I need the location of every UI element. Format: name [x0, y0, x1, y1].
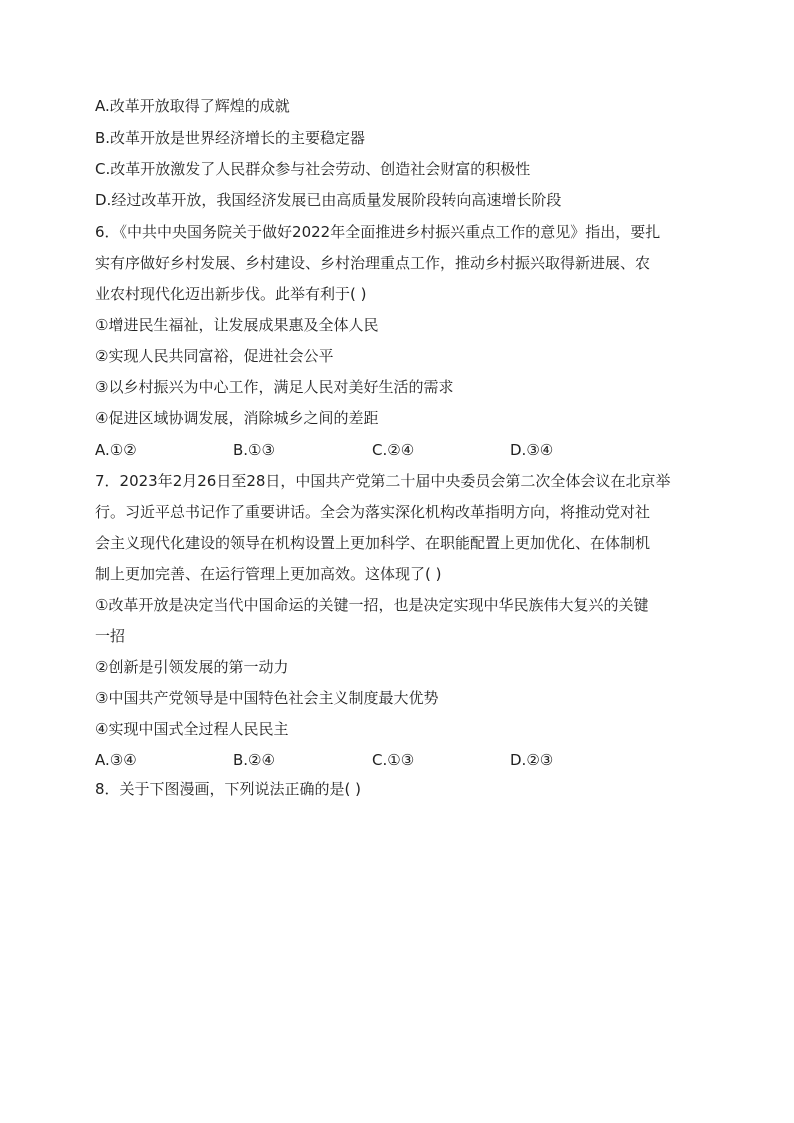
q7-stem-line-3: 会主义现代化建设的领导在机构设置上更加科学、在职能配置上更加优化、在体制机 — [95, 534, 651, 552]
q6-choice-a: A.①② — [95, 441, 137, 459]
q5-option-b: B.改革开放是世界经济增长的主要稳定器 — [95, 129, 366, 147]
q7-statement-1: ①改革开放是决定当代中国命运的关键一招，也是决定实现中华民族伟大复兴的关键 — [95, 596, 649, 614]
q6-statement-2: ②实现人民共同富裕，促进社会公平 — [95, 347, 334, 365]
q7-choice-b: B.②④ — [233, 751, 275, 769]
q5-option-d: D.经过改革开放，我国经济发展已由高质量发展阶段转向高速增长阶段 — [95, 191, 562, 209]
q7-statement-4: ④实现中国式全过程人民民主 — [95, 720, 289, 738]
q5-option-a: A.改革开放取得了辉煌的成就 — [95, 97, 290, 115]
q7-stem-line-4: 制上更加完善、在运行管理上更加高效。这体现了( ) — [95, 565, 442, 583]
q7-choice-a: A.③④ — [95, 751, 137, 769]
q8-stem: 8．关于下图漫画，下列说法正确的是( ) — [95, 780, 362, 798]
q5-option-c: C.改革开放激发了人民群众参与社会劳动、创造社会财富的积极性 — [95, 160, 531, 178]
q7-stem-line-1: 7．2023年2月26日至28日，中国共产党第二十届中央委员会第二次全体会议在北京举 — [95, 472, 671, 490]
q6-statement-3: ③以乡村振兴为中心工作，满足人民对美好生活的需求 — [95, 378, 454, 396]
q7-choice-d: D.②③ — [510, 751, 554, 769]
q7-statement-2: ②创新是引领发展的第一动力 — [95, 658, 289, 676]
q6-statement-4: ④促进区域协调发展，消除城乡之间的差距 — [95, 409, 379, 427]
q7-statement-3: ③中国共产党领导是中国特色社会主义制度最大优势 — [95, 689, 439, 707]
q7-choice-c: C.①③ — [372, 751, 415, 769]
q6-choice-d: D.③④ — [510, 441, 554, 459]
q6-stem-line-2: 实有序做好乡村发展、乡村建设、乡村治理重点工作，推动乡村振兴取得新进展、农 — [95, 254, 651, 272]
q6-statement-1: ①增进民生福祉，让发展成果惠及全体人民 — [95, 316, 379, 334]
q7-stem-line-2: 行。习近平总书记作了重要讲话。全会为落实深化机构改革指明方向，将推动党对社 — [95, 503, 651, 521]
q6-choice-b: B.①③ — [233, 441, 275, 459]
q7-statement-1-cont: 一招 — [95, 627, 126, 645]
q6-choice-c: C.②④ — [372, 441, 415, 459]
q6-stem-line-1: 6．《中共中央国务院关于做好2022年全面推进乡村振兴重点工作的意见》指出，要扎 — [95, 223, 661, 241]
q6-stem-line-3: 业农村现代化迈出新步伐。此举有利于( ) — [95, 285, 367, 303]
